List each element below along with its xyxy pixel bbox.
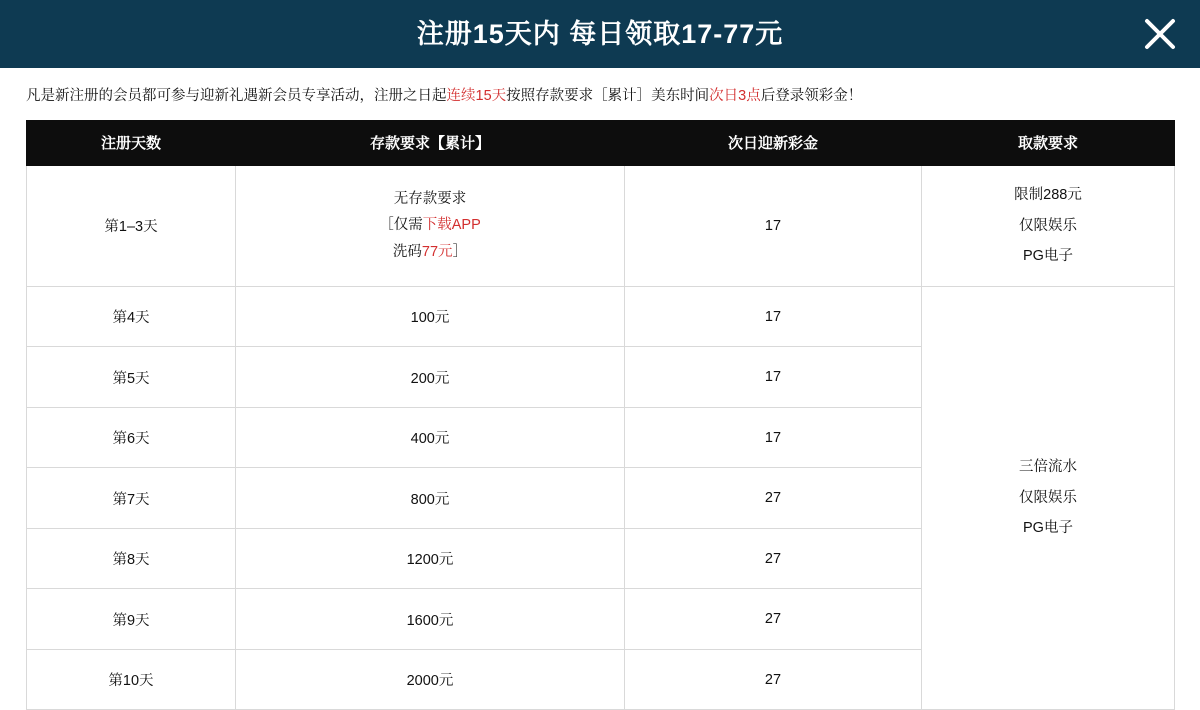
column-header-bonus: 次日迎新彩金 — [625, 120, 922, 165]
cell-deposit: 2000元 — [236, 649, 625, 710]
deposit-line-1: 无存款要求 — [393, 190, 467, 207]
intro-highlight-duration: 连续15天 — [446, 88, 507, 104]
page-title: 注册15天内 每日领取17-77元 — [416, 18, 784, 49]
cell-deposit: 100元 — [236, 286, 625, 347]
deposit-line-3-highlight: 77元 — [421, 244, 453, 261]
cell-bonus: 17 — [625, 407, 922, 468]
withdraw-line-3: PG电子 — [1023, 247, 1073, 264]
close-icon[interactable] — [1138, 12, 1182, 56]
cell-days: 第10天 — [27, 649, 236, 710]
cell-days: 第1–3天 — [27, 165, 236, 286]
cell-days: 第9天 — [27, 589, 236, 650]
cell-bonus: 27 — [625, 589, 922, 650]
cell-bonus: 27 — [625, 468, 922, 529]
withdraw-merged-line-1: 三倍流水 — [1019, 459, 1077, 476]
withdraw-line-1: 限制288元 — [1014, 187, 1082, 204]
intro-text — [0, 68, 1200, 120]
intro-part2: 按照存款要求［累计］美东时间 — [506, 88, 710, 104]
intro-highlight-time: 次日3点 — [709, 88, 761, 104]
withdraw-line-2: 仅限娱乐 — [1019, 217, 1077, 234]
cell-days: 第6天 — [27, 407, 236, 468]
cell-withdraw-merged — [922, 286, 1175, 710]
deposit-line-2-highlight: 下载APP — [422, 217, 481, 234]
modal-header — [0, 0, 1200, 68]
cell-deposit: 1200元 — [236, 528, 625, 589]
cell-bonus: 27 — [625, 528, 922, 589]
withdraw-merged-line-2: 仅限娱乐 — [1019, 489, 1077, 506]
column-header-deposit: 存款要求【累计】 — [236, 120, 625, 165]
deposit-line-3-pre: 洗码 — [392, 244, 422, 261]
cell-bonus: 17 — [625, 286, 922, 347]
cell-bonus: 17 — [625, 347, 922, 408]
promo-table — [26, 120, 1175, 710]
cell-bonus: 27 — [625, 649, 922, 710]
cell-deposit: 400元 — [236, 407, 625, 468]
cell-bonus: 17 — [625, 165, 922, 286]
deposit-line-3 — [240, 239, 620, 266]
deposit-line-3-post: ］ — [452, 244, 468, 261]
table-header-row — [27, 120, 1175, 165]
cell-deposit: 800元 — [236, 468, 625, 529]
withdraw-merged-line-3: PG电子 — [1023, 520, 1073, 537]
cell-deposit: 200元 — [236, 347, 625, 408]
deposit-line-2-pre: ［仅需 — [379, 217, 423, 234]
cell-days: 第4天 — [27, 286, 236, 347]
cell-days: 第8天 — [27, 528, 236, 589]
cell-days: 第5天 — [27, 347, 236, 408]
promo-table-wrapper — [0, 120, 1200, 710]
column-header-days: 注册天数 — [27, 120, 236, 165]
deposit-line-2 — [240, 212, 620, 239]
cell-days: 第7天 — [27, 468, 236, 529]
table-row — [27, 165, 1175, 286]
intro-part3: 后登录领彩金！ — [760, 88, 863, 104]
intro-part1: 凡是新注册的会员都可参与迎新礼遇新会员专享活动，注册之日起 — [26, 88, 447, 104]
cell-deposit — [236, 165, 625, 286]
cell-withdraw-first — [922, 165, 1175, 286]
cell-deposit: 1600元 — [236, 589, 625, 650]
column-header-withdraw: 取款要求 — [922, 120, 1175, 165]
table-row — [27, 286, 1175, 347]
